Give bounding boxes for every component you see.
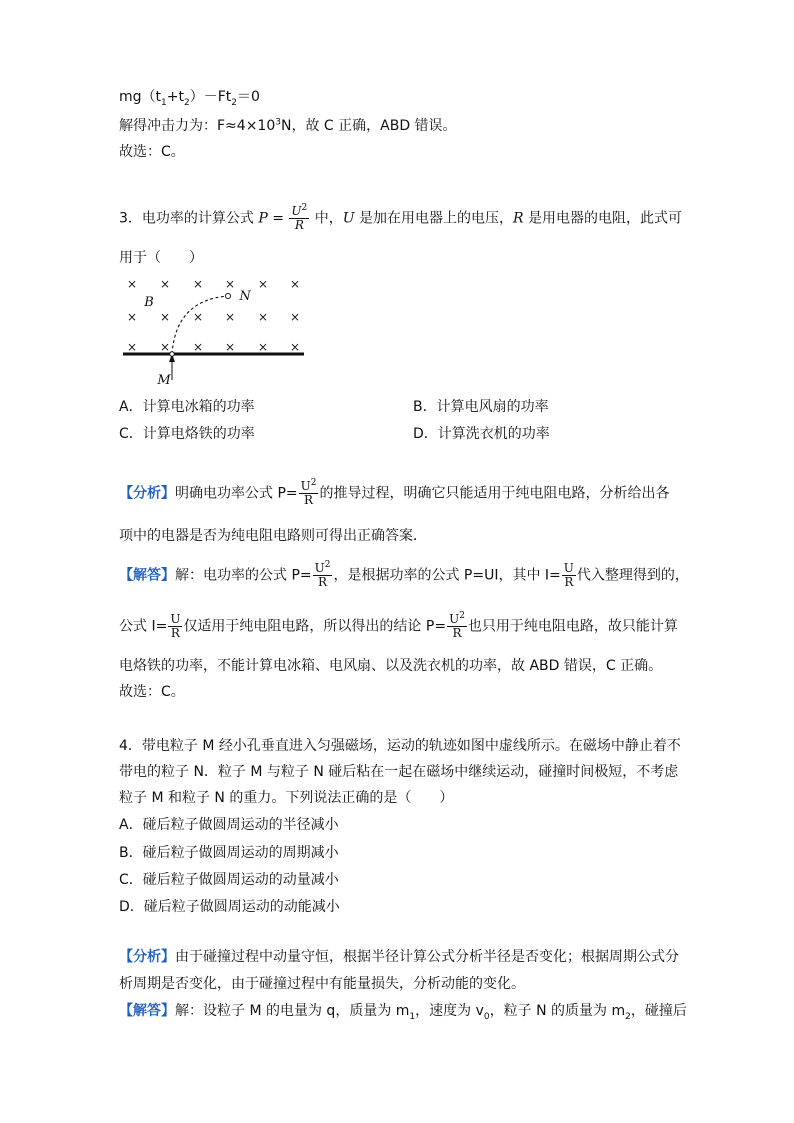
analysis-text: 明确电功率公式 P= <box>175 485 298 502</box>
field-cross-mark: × <box>159 340 171 354</box>
frac-exponent: 2 <box>324 560 331 570</box>
solution-text: ，粒子 N 的质量为 m <box>489 1003 626 1019</box>
field-cross-mark: × <box>224 340 236 354</box>
equation-subscript: 2 <box>231 97 237 108</box>
field-cross-mark: × <box>289 310 301 324</box>
field-cross-mark: × <box>257 310 269 324</box>
solution-subscript: 2 <box>625 1011 631 1022</box>
frac-numerator: U <box>563 561 574 575</box>
analysis-text: 由于碰撞过程中动量守恒，根据半径计算公式分析半径是否变化；根据周期公式分 <box>175 949 679 965</box>
label-b: B <box>144 295 154 310</box>
analysis-tag: 【分析】 <box>119 485 175 502</box>
frac-denominator: R <box>294 218 304 232</box>
q3-var-r: R <box>513 210 524 227</box>
magnetic-field-figure <box>120 272 310 390</box>
q3-stem-text: 是加在用电器上的电压， <box>354 210 513 227</box>
frac-exponent: 2 <box>310 478 317 488</box>
q4-analysis-line1 <box>119 948 679 966</box>
q3-stem-line1 <box>119 205 682 232</box>
solution-text: ，是根据功率的公式 P=UI，其中 I= <box>333 567 561 584</box>
label-m: M <box>157 373 171 388</box>
current-fraction <box>562 562 576 589</box>
solution-text: 也只用于纯电阻电路，故只能计算 <box>467 618 678 635</box>
q4-stem-line2: 带电的粒子 N．粒子 M 与粒子 N 碰后粘在一起在磁场中继续运动，碰撞时间极短，不考虑 <box>119 764 679 780</box>
q4-solution-line1 <box>119 1002 687 1020</box>
q3-solution-line1 <box>119 562 689 589</box>
q4-stem-line3: 粒子 M 和粒子 N 的重力。下列说法正确的是（ ） <box>119 790 454 806</box>
force-text: N，故 C 正确，ABD 错误。 <box>280 118 457 134</box>
q3-var-u: U <box>342 210 355 227</box>
frac-denominator: R <box>304 493 314 507</box>
equation-text: ）－Ft <box>189 89 232 105</box>
q3-option-a: A．计算电冰箱的功率 <box>119 399 255 415</box>
q4-stem-line1: 4．带电粒子 M 经小孔垂直进入匀强磁场，运动的轨迹如图中虚线所示。在磁场中静止着不 <box>119 738 681 754</box>
solution-subscript: 1 <box>409 1011 416 1022</box>
force-result-line <box>119 117 457 135</box>
field-cross-mark: × <box>159 277 171 291</box>
field-cross-mark: × <box>126 277 138 291</box>
field-cross-mark: × <box>289 340 301 354</box>
field-cross-mark: × <box>192 277 204 291</box>
q3-solution-line2 <box>119 613 678 640</box>
q3-option-b: B．计算电风扇的功率 <box>413 399 549 415</box>
frac-denominator: R <box>564 575 574 589</box>
power-fraction <box>299 480 319 507</box>
frac-numerator: U <box>170 612 181 626</box>
solution-tag: 【解答】 <box>119 1003 175 1019</box>
force-text: 解得冲击力为：F≈4×10 <box>119 118 276 134</box>
frac-denominator: R <box>170 626 180 640</box>
particle-n <box>226 294 231 299</box>
frac-denominator: R <box>318 575 328 589</box>
analysis-tag: 【分析】 <box>119 949 175 965</box>
prev-answer: 故选：C。 <box>119 144 185 160</box>
frac-denominator: R <box>452 626 462 640</box>
q3-stem-text: 是用电器的电阻，此式可 <box>523 210 682 227</box>
solution-text: 解：设粒子 M 的电量为 q，质量为 m <box>175 1003 410 1019</box>
q3-equals: = <box>267 210 289 227</box>
analysis-text: 的推导过程，明确它只能适用于纯电阻电路，分析给出各 <box>319 485 670 502</box>
field-cross-mark: × <box>257 277 269 291</box>
solution-text: 代入整理得到的， <box>576 567 689 584</box>
frac-numerator: U <box>300 479 311 493</box>
field-cross-mark: × <box>126 310 138 324</box>
current-fraction <box>168 613 182 640</box>
q3-stem-text: 中， <box>310 210 343 227</box>
q4-analysis-line2: 析周期是否变化，由于碰撞过程中有能量损失，分析动能的变化。 <box>119 976 525 992</box>
frac-numerator: U <box>291 204 302 218</box>
equation-line <box>119 88 260 106</box>
equation-text: +t <box>166 89 184 105</box>
field-cross-mark: × <box>126 340 138 354</box>
label-n: N <box>239 289 251 304</box>
solution-text: 公式 I= <box>119 618 168 635</box>
force-exponent: 3 <box>275 117 281 128</box>
power-fraction <box>447 613 467 640</box>
equation-subscript: 2 <box>183 97 190 108</box>
q3-stem-text: 3．电功率的计算公式 <box>119 210 259 227</box>
field-cross-mark: × <box>224 277 236 291</box>
solution-text: ，碰撞后 <box>630 1003 687 1019</box>
field-cross-mark: × <box>257 340 269 354</box>
q3-stem-line2: 用于（ ） <box>119 250 203 266</box>
q4-option-b: B．碰后粒子做圆周运动的周期减小 <box>119 845 339 861</box>
solution-text: ，速度为 v <box>415 1003 484 1019</box>
equation-text: mg（t <box>119 89 162 105</box>
q3-option-d: D．计算洗衣机的功率 <box>413 426 550 442</box>
solution-subscript: 0 <box>483 1011 490 1022</box>
q3-answer: 故选：C。 <box>119 684 185 700</box>
q3-analysis-line2: 项中的电器是否为纯电阻电路则可得出正确答案． <box>119 528 427 544</box>
solution-text: 解：电功率的公式 P= <box>175 567 312 584</box>
q4-option-a: A．碰后粒子做圆周运动的半径减小 <box>119 817 339 833</box>
equation-text: ＝0 <box>237 89 260 105</box>
power-fraction <box>313 562 333 589</box>
field-cross-mark: × <box>159 310 171 324</box>
q3-option-c: C．计算电烙铁的功率 <box>119 426 255 442</box>
field-cross-mark: × <box>289 277 301 291</box>
field-cross-mark: × <box>224 310 236 324</box>
solution-text: 仅适用于纯电阻电路，所以得出的结论 P= <box>183 618 447 635</box>
solution-tag: 【解答】 <box>119 567 175 584</box>
q4-option-d: D．碰后粒子做圆周运动的动能减小 <box>119 899 340 915</box>
frac-exponent: 2 <box>459 611 465 621</box>
frac-numerator: U <box>449 612 460 626</box>
equation-subscript: 1 <box>161 97 167 108</box>
field-cross-mark: × <box>192 310 204 324</box>
q3-var-p: P <box>258 210 268 227</box>
entry-hole <box>170 352 175 357</box>
frac-numerator: U <box>314 561 325 575</box>
q3-power-fraction <box>289 205 309 232</box>
field-cross-mark: × <box>192 340 204 354</box>
q4-option-c: C．碰后粒子做圆周运动的动量减小 <box>119 872 339 888</box>
frac-exponent: 2 <box>301 203 308 213</box>
q3-analysis-line1 <box>119 480 669 507</box>
q3-solution-line3: 电烙铁的功率，不能计算电冰箱、电风扇、以及洗衣机的功率，故 ABD 错误，C 正确。 <box>119 658 663 674</box>
